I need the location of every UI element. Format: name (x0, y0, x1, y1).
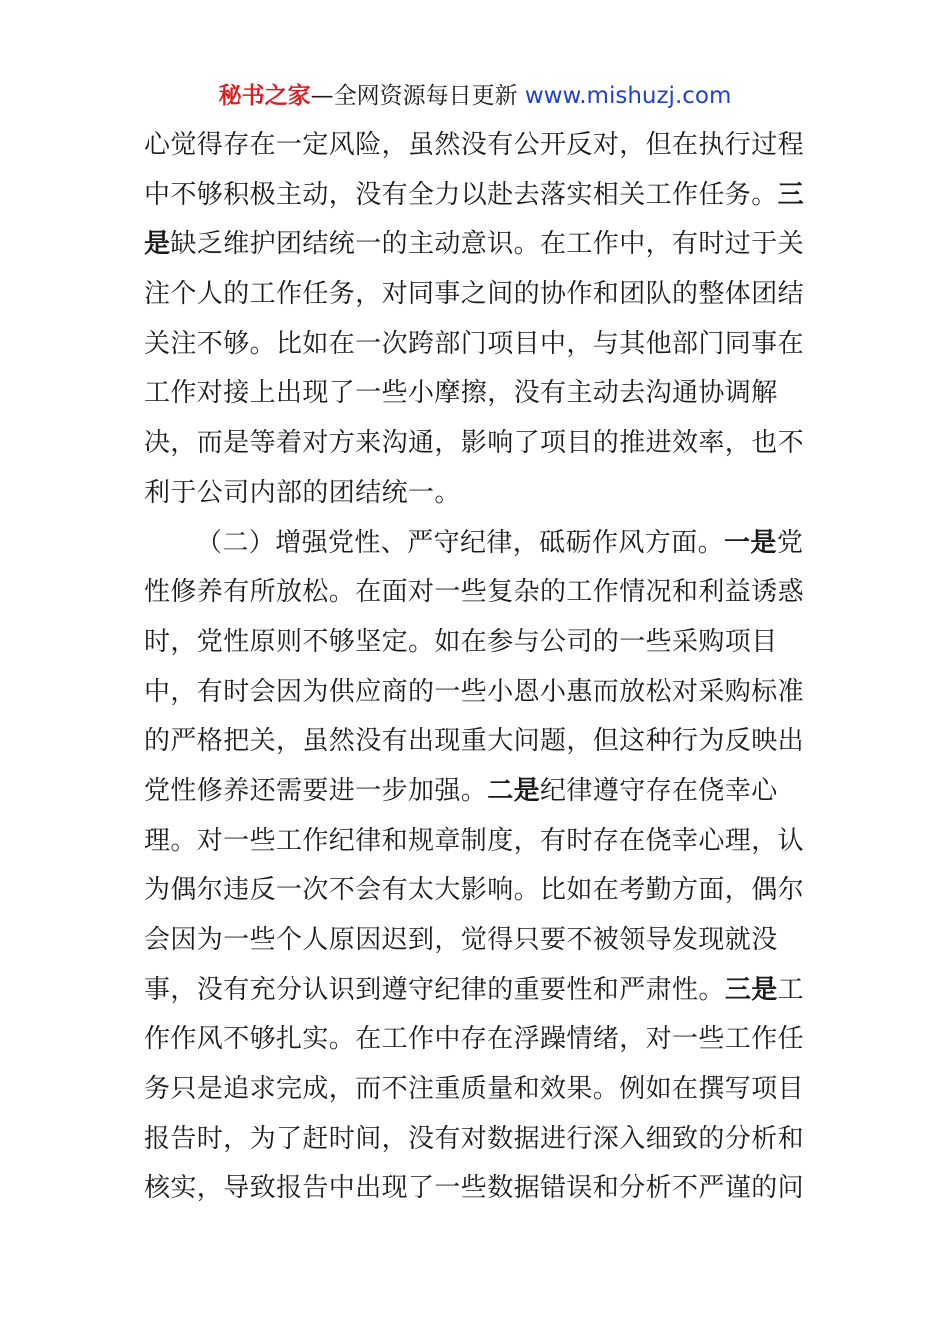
text-line: 务只是追求完成，而不注重质量和效果。例如在撰写项目 (144, 1074, 805, 1105)
text-line: 为偶尔违反一次不会有太大影响。比如在考勤方面，偶尔 (144, 875, 805, 906)
bold-marker: 三是 (724, 974, 778, 1005)
site-header (0, 80, 950, 112)
text-line: 注个人的工作任务，对同事之间的协作和团队的整体团结 (144, 279, 805, 310)
text-line: 的严格把关，虽然没有出现重大问题，但这种行为反映出 (144, 726, 805, 757)
text-line: 会因为一些个人原因迟到，觉得只要不被领导发现就没 (144, 925, 778, 955)
bold-marker: 二是 (487, 775, 541, 806)
document-body (144, 121, 808, 1214)
text-line: 作作风不够扎实。在工作中存在浮躁情绪，对一些工作任 (144, 1024, 805, 1055)
site-brand: 秘书之家 (218, 83, 311, 109)
text-line: 时，党性原则不够坚定。如在参与公司的一些采购项目 (144, 626, 778, 657)
text-line: 心觉得存在一定风险，虽然没有公开反对，但在执行过程 (144, 130, 805, 160)
section-heading-line: （二）增强党性、严守纪律，砥砺作风方面。一是党 (196, 527, 804, 558)
text-line: 报告时，为了赶时间，没有对数据进行深入细致的分析和 (144, 1123, 805, 1154)
text-line: 关注不够。比如在一次跨部门项目中，与其他部门同事在 (144, 328, 805, 359)
text-line: 工作对接上出现了一些小摩擦，没有主动去沟通协调解 (144, 378, 778, 409)
text-line: 中，有时会因为供应商的一些小恩小惠而放松对采购标准 (144, 676, 805, 707)
text-line: 理。对一些工作纪律和规章制度，有时存在侥幸心理，认 (144, 825, 805, 856)
bold-marker: 一是 (724, 527, 777, 558)
text-line: 核实，导致报告中出现了一些数据错误和分析不严谨的问 (144, 1173, 805, 1204)
site-url[interactable]: www.mishuzj.com (524, 83, 732, 109)
text-line: 事，没有充分认识到遵守纪律的重要性和严肃性。三是工 (144, 974, 805, 1005)
text-line: 中不够积极主动，没有全力以赴去落实相关工作任务。三 (144, 179, 805, 210)
text-line: 利于公司内部的团结统一。 (144, 477, 461, 508)
site-tagline: —全网资源每日更新 (310, 83, 518, 109)
text-line: 是缺乏维护团结统一的主动意识。在工作中，有时过于关 (144, 229, 805, 260)
bold-marker: 是 (144, 229, 171, 260)
text-line: 决，而是等着对方来沟通，影响了项目的推进效率，也不 (144, 428, 805, 459)
bold-marker: 三 (777, 179, 805, 210)
text-line: 性修养有所放松。在面对一些复杂的工作情况和利益诱惑 (144, 577, 805, 608)
text-line: 党性修养还需要进一步加强。二是纪律遵守存在侥幸心 (144, 775, 778, 806)
